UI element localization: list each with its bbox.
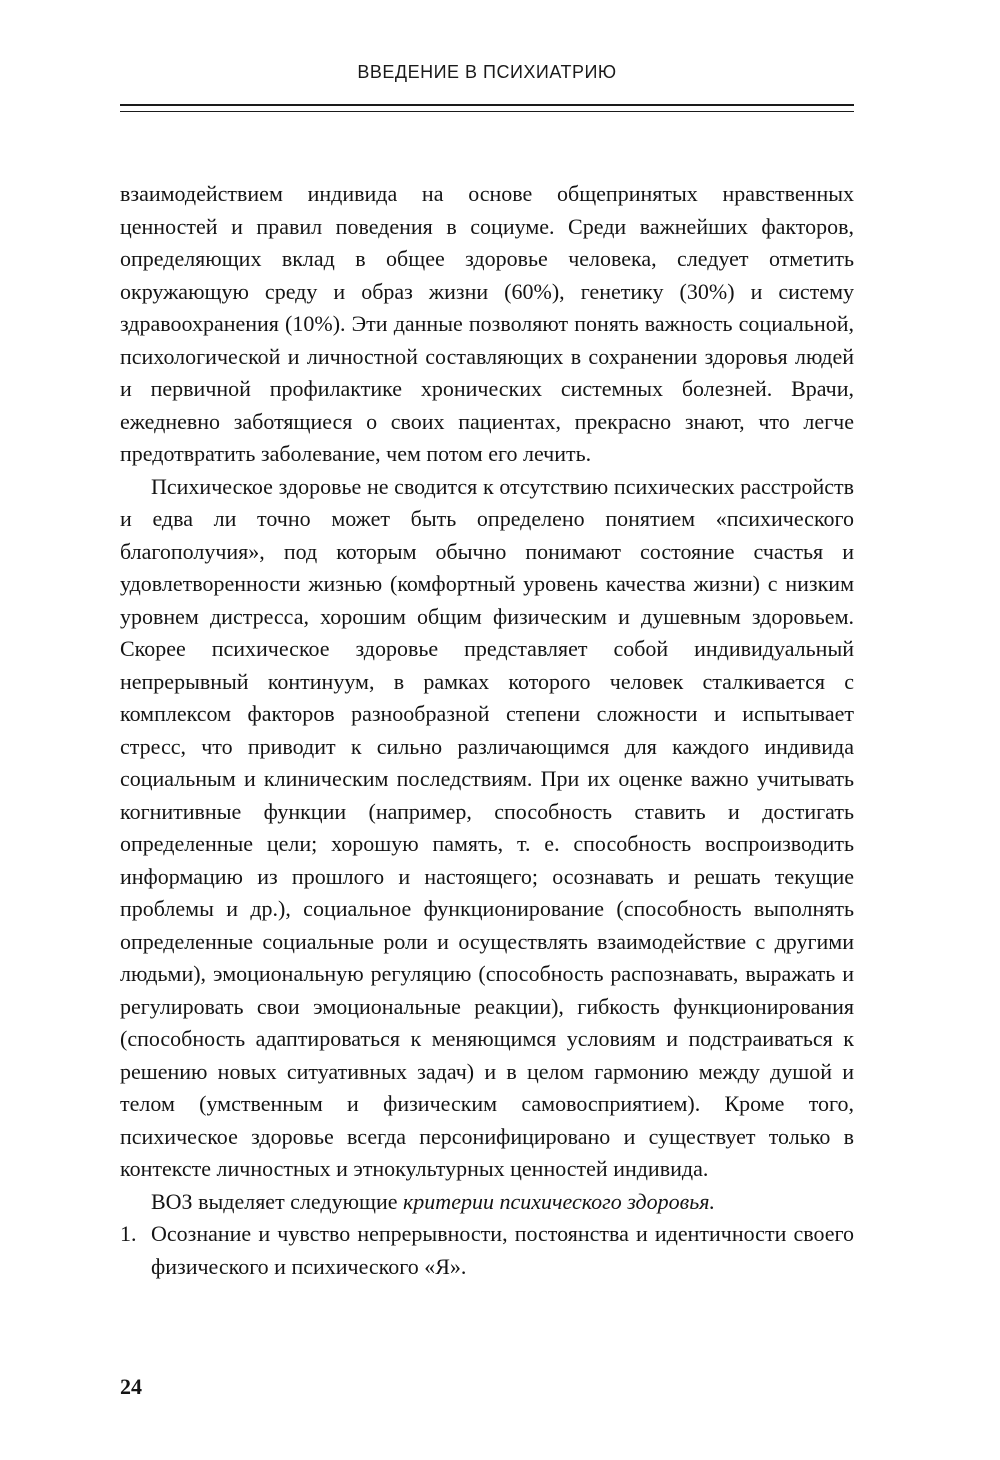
criteria-intro-emphasis: критерии психического здоровья. bbox=[403, 1188, 715, 1214]
page-body bbox=[120, 178, 854, 1283]
list-item bbox=[120, 1218, 854, 1283]
running-title: ВВЕДЕНИЕ В ПСИХИАТРИЮ bbox=[357, 62, 617, 82]
paragraph-continued: взаимодействием индивида на основе общепринятых нравственных ценностей и правил поведения в социуме. Среди важнейших факторов, определяющих вклад в общее здоровье человека, следует отметить окружающую среду и образ жизни (60%), генетику (30%) и систему здравоохранения (10%). Эти данные позволяют понять важность социальной, психологической и личностной составляющих в сохранении здоровья людей и первичной профилактике хронических системных болезней. Врачи, ежедневно заботящиеся о своих пациентах, прекрасно знают, что легче предотвратить заболевание, чем потом его лечить. bbox=[120, 181, 854, 466]
criteria-intro-text: ВОЗ выделяет следующие bbox=[151, 1188, 404, 1214]
header-double-rule bbox=[120, 104, 854, 112]
list-item-number: 1. bbox=[120, 1221, 137, 1246]
paragraph-mental-health: Психическое здоровье не сводится к отсутствию психических расстройств и едва ли точно может быть определено понятием «психического благополучия», под которым обычно понимают состояние счастья и удовлетворенности жизнью (комфортный уровень качества жизни) с низким уровнем дистресса, хорошим общим физическим и душевным здоровьем. Скорее психическое здоровье представляет собой индивидуальный непрерывный континуум, в рамках которого человек сталкивается с комплексом факторов разнообразной степени сложности и испытывает стресс, что приводит к сильно различающимся для каждого индивида социальным и клиническим последствиям. При их оценке важно учитывать когнитивные функции (например, способность ставить и достигать определенные цели; хорошую память, т. е. способность воспроизводить информацию из прошлого и настоящего; осознавать и решать текущие проблемы и др.), социальное функционирование (способность выполнять определенные социальные роли и осуществлять взаимодействие с другими людьми), эмоциональную регуляцию (способность распознавать, выражать и регулировать свои эмоциональные реакции), гибкость функционирования (способность адаптироваться к меняющимся условиям и подстраиваться к решению новых ситуативных задач) и в целом гармонию между душой и телом (умственным и физическим самовосприятием). Кроме того, психическое здоровье всегда персонифицировано и существует только в контексте личностных и этнокультурных ценностей индивида. bbox=[120, 473, 854, 1181]
list-item-text: Осознание и чувство непрерывности, постоянства и идентичности своего физического и психического «Я». bbox=[151, 1221, 854, 1279]
paragraph-criteria-intro bbox=[120, 1186, 854, 1219]
page-number: 24 bbox=[120, 1374, 142, 1399]
